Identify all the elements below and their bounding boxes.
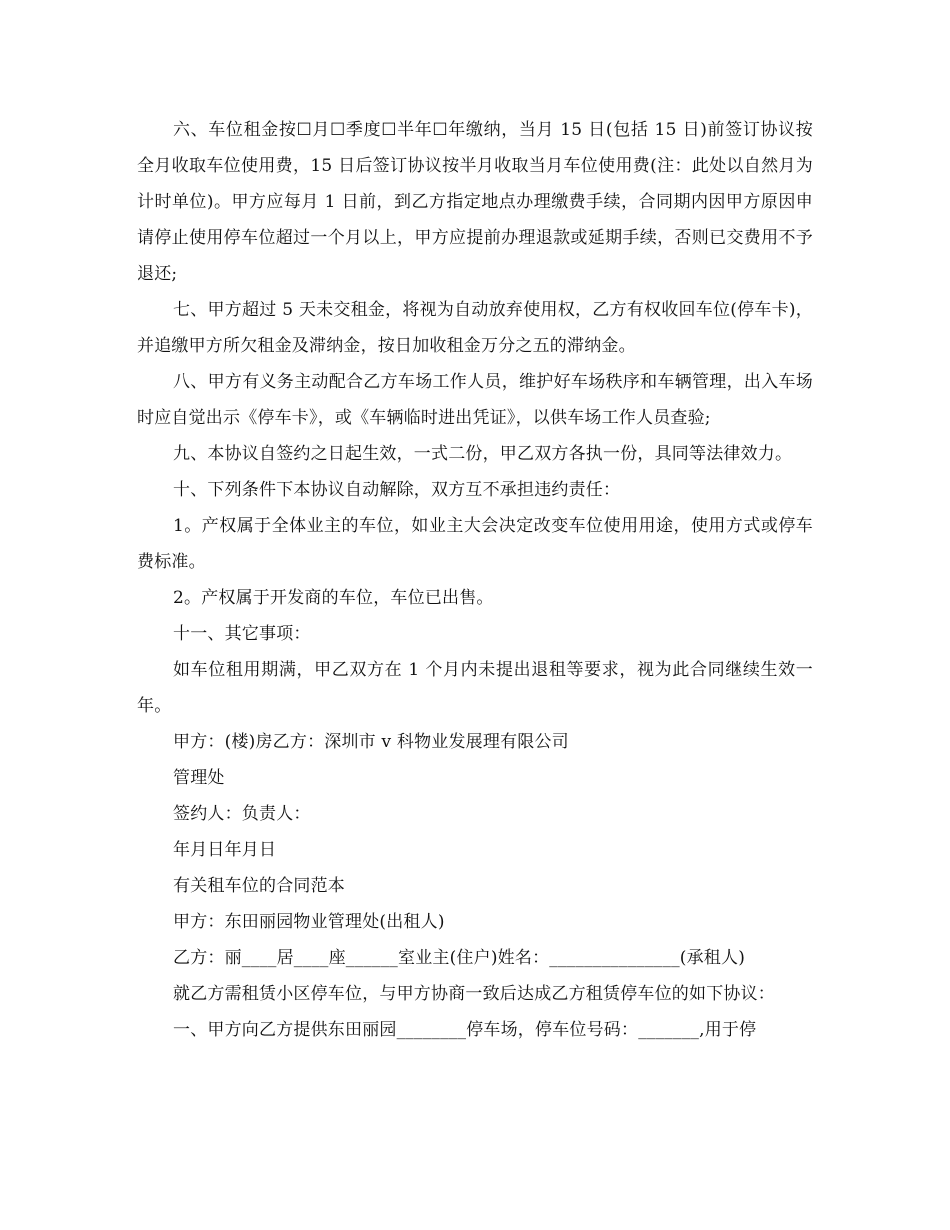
management-office-line: 管理处: [173, 768, 225, 788]
clause-9-effectiveness: 九、本协议自签约之日起生效，一式二份，甲乙双方各执一份，具同等法律效力。: [173, 444, 793, 464]
termination-condition-1: 1。产权属于全体业主的车位，如业主大会决定改变车位使用用途，使用方式或停车费标准。: [137, 516, 813, 572]
signature-parties-line: 甲方：(楼)房乙方：深圳市 v 科物业发展理有限公司: [173, 732, 569, 752]
second-contract-title: 有关租车位的合同范本: [173, 876, 345, 896]
clause-8-cooperation: 八、甲方有义务主动配合乙方车场工作人员，维护好车场秩序和车辆管理，出入车场时应自觉出示《停车卡》，或《车辆临时进出凭证》，以供车场工作人员查验;: [137, 372, 813, 428]
document-body: [137, 112, 813, 1048]
clause-1-parking-line: 一、甲方向乙方提供东田丽园________停车场，停车位号码：_______,用于停: [173, 1020, 757, 1040]
date-line: 年月日年月日: [173, 840, 277, 860]
signatory-line: 签约人：负责人：: [173, 804, 311, 824]
termination-condition-2: 2。产权属于开发商的车位，车位已出售。: [173, 588, 494, 608]
party-b-line: 乙方：丽____居____座______室业主(住户)姓名：_______________(承租人): [173, 948, 746, 968]
clause-6-rent-payment: 六、车位租金按☐月☐季度☐半年☐年缴纳，当月 15 日(包括 15 日)前签订协议按全月收取车位使用费，15 日后签订协议按半月收取当月车位使用费(注：此处以自然月为计时单位)。甲方应每月 1 日前，到乙方指定地点办理缴费手续，合同期内因甲方原因申请停止使用停车位超过一个月以上，甲方应提前办理退款或延期手续，否则已交费用不予退还;: [137, 120, 813, 284]
agreement-intro-line: 就乙方需租赁小区停车位，与甲方协商一致后达成乙方租赁停车位的如下协议：: [173, 984, 775, 1004]
clause-11-other-matters: 十一、其它事项：: [173, 624, 311, 644]
clause-10-termination: 十、下列条件下本协议自动解除，双方互不承担违约责任：: [173, 480, 621, 500]
renewal-paragraph: 如车位租用期满，甲乙双方在 1 个月内未提出退租等要求，视为此合同继续生效一年。: [137, 660, 813, 716]
party-a-line: 甲方：东田丽园物业管理处(出租人): [173, 912, 445, 932]
clause-7-late-payment: 七、甲方超过 5 天未交租金，将视为自动放弃使用权，乙方有权收回车位(停车卡)，并追缴甲方所欠租金及滞纳金，按日加收租金万分之五的滞纳金。: [137, 300, 813, 356]
